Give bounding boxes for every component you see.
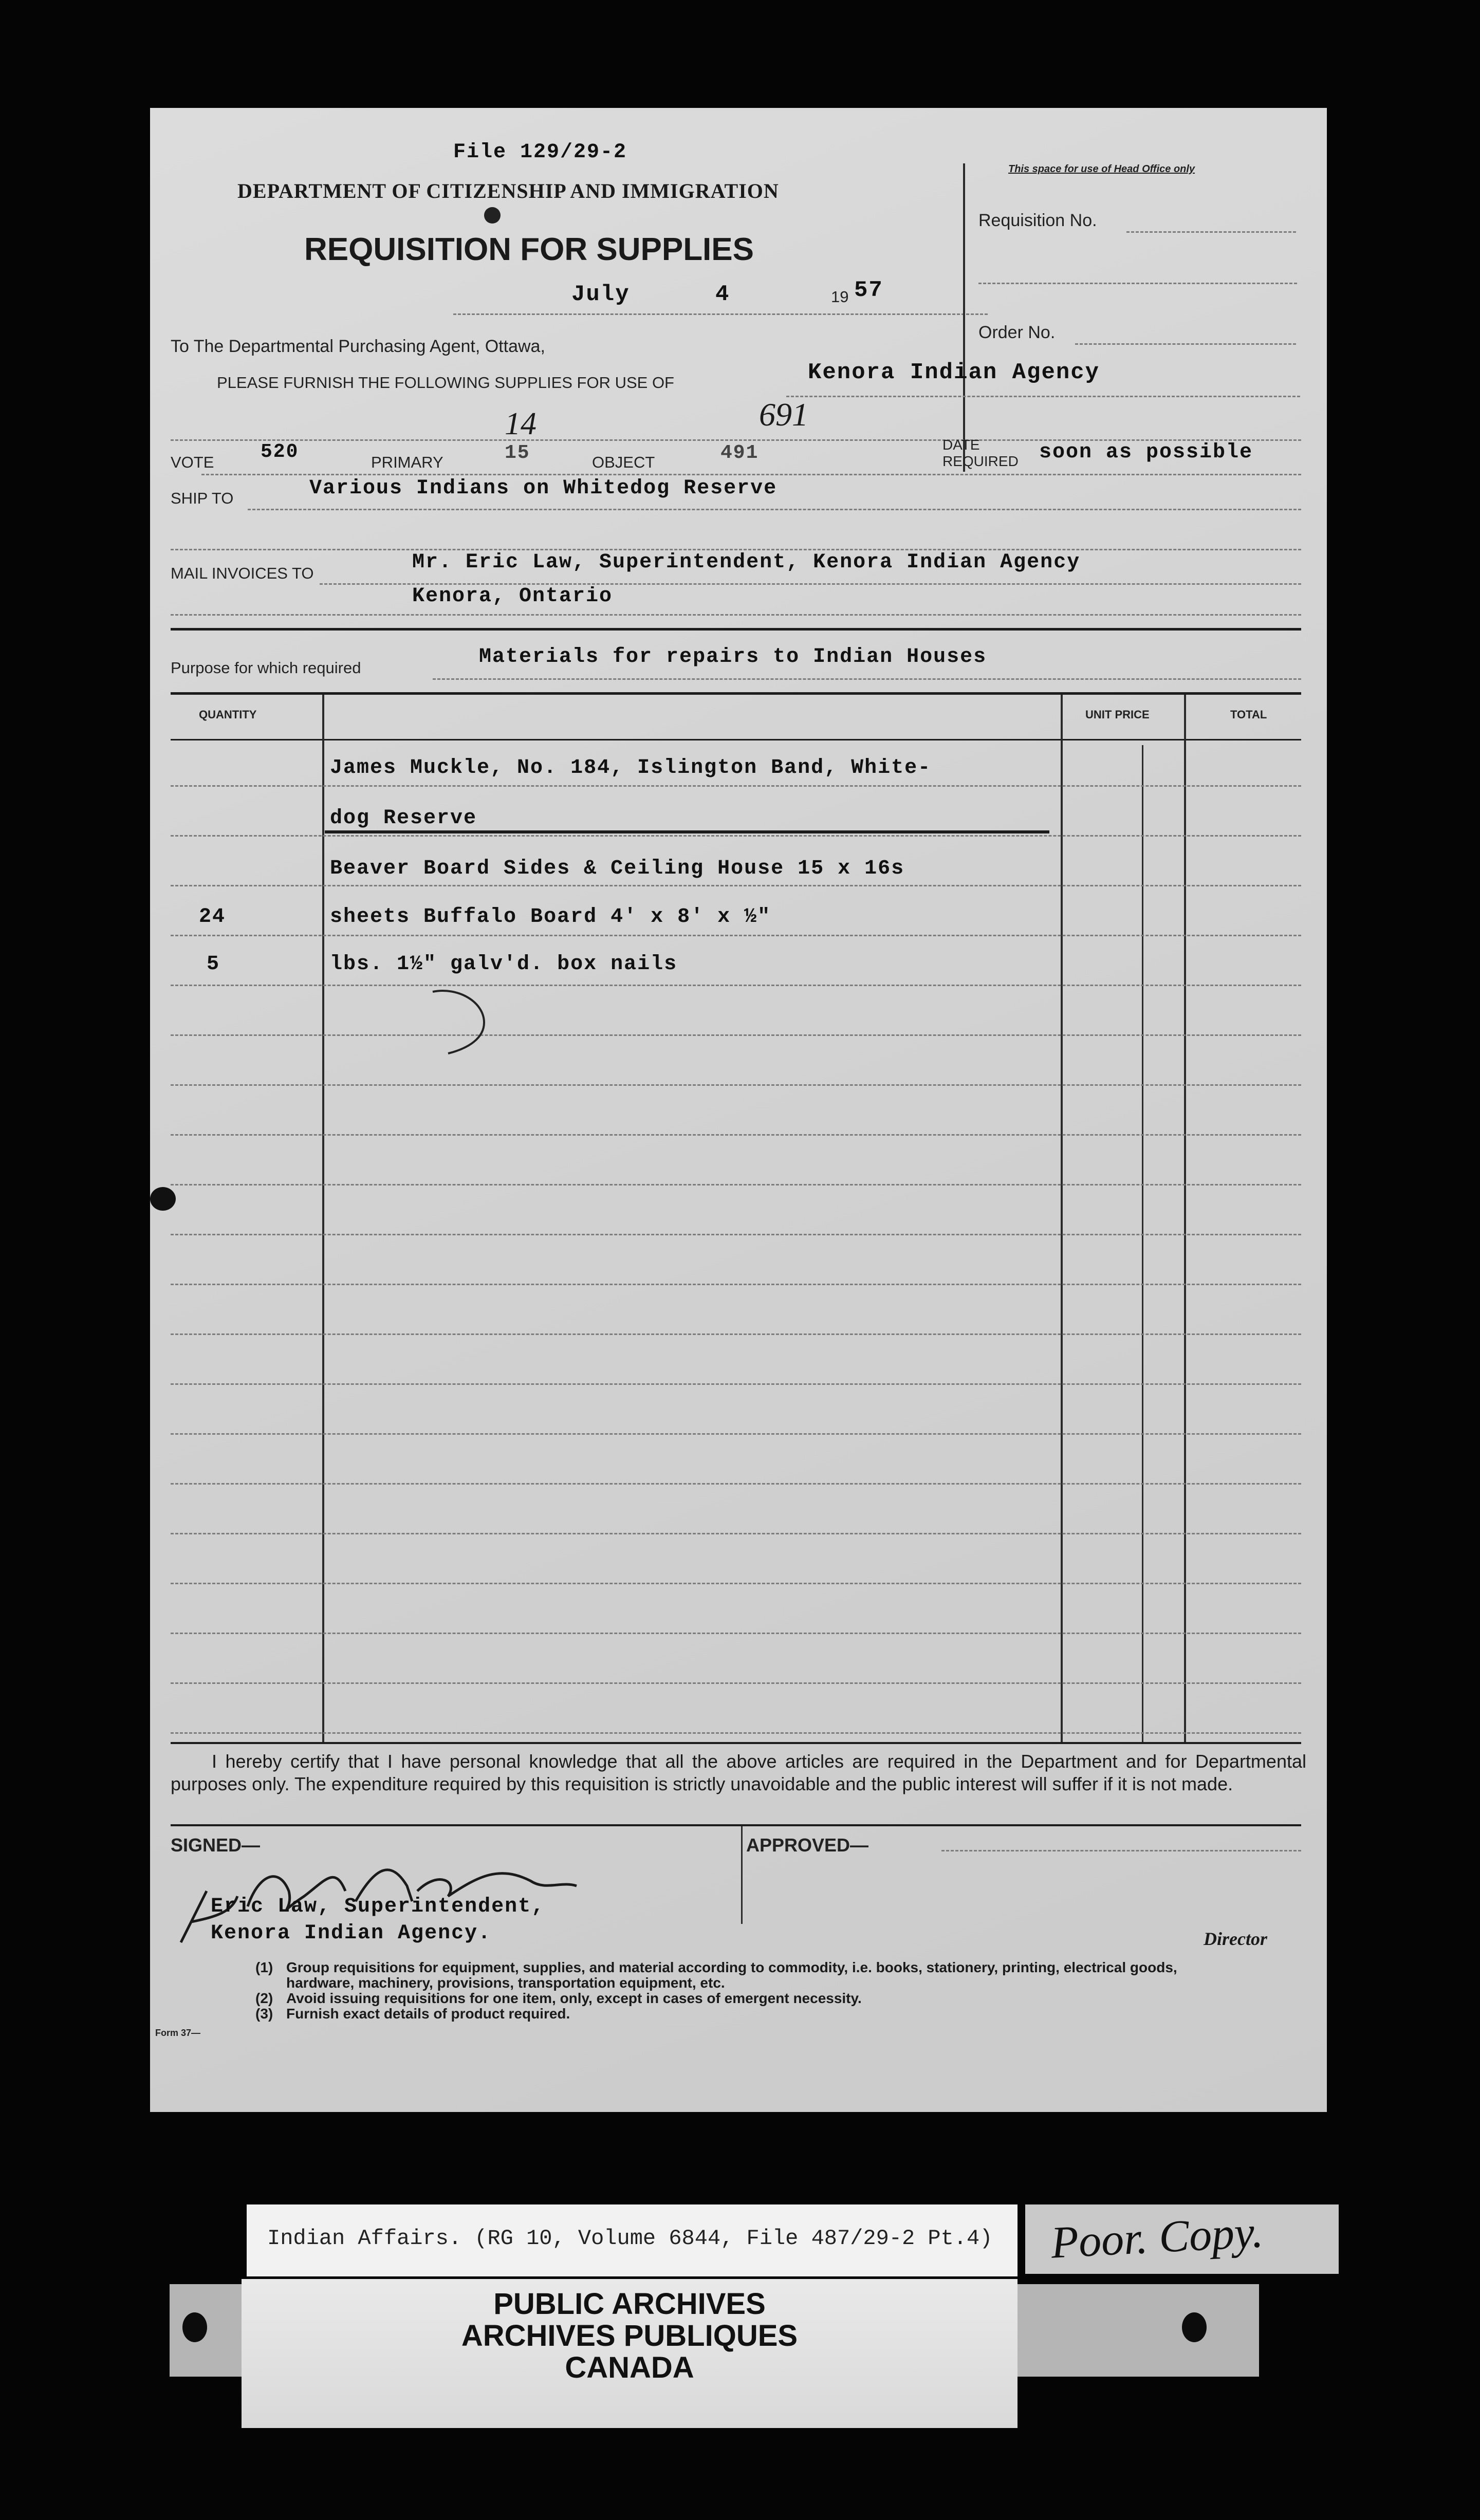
form-title: REQUISITION FOR SUPPLIES	[304, 232, 754, 267]
date-required-label-1: DATE	[942, 437, 980, 453]
object-label: OBJECT	[592, 453, 655, 471]
archive-reference: Indian Affairs. (RG 10, Volume 6844, File 487/29-2 Pt.4)	[267, 2226, 993, 2251]
quantity-column-divider	[322, 695, 324, 1743]
table-rule-line	[171, 935, 1301, 936]
note-1-text: Group requisitions for equipment, supplies, and material according to commodity, i.e. books, stationery, printing, electrical goods, hardware, machinery, provisions, transportation equipment, etc.	[286, 1959, 1177, 1991]
primary-label: PRIMARY	[371, 453, 443, 471]
table-rule-line	[171, 1333, 1301, 1335]
date-day: 4	[715, 282, 730, 307]
table-rule-line	[171, 1583, 1301, 1584]
note-2-text: Avoid issuing requisitions for one item, only, except in cases of emergent necessity.	[286, 1990, 862, 2006]
table-rule-line	[171, 1234, 1301, 1235]
mail-invoices-label: MAIL INVOICES TO	[171, 564, 314, 582]
date-required-label-2: REQUIRED	[942, 453, 1019, 469]
approved-label: APPROVED—	[746, 1835, 869, 1856]
stamp-line-2: ARCHIVES PUBLIQUES	[461, 2319, 798, 2352]
stamp-line-1: PUBLIC ARCHIVES	[493, 2287, 766, 2321]
table-rule-line	[171, 1633, 1301, 1634]
check-mark-icon	[428, 981, 510, 1059]
table-rule-line	[171, 1483, 1301, 1485]
note-1-number: (1)	[255, 1959, 273, 1975]
table-rule-line	[171, 1134, 1301, 1136]
unit-price-cents-divider	[1142, 745, 1143, 1742]
mail-line-2: Kenora, Ontario	[412, 585, 613, 608]
director-label: Director	[1204, 1929, 1267, 1949]
requisition-no-field[interactable]	[1126, 231, 1296, 233]
note-1	[255, 1960, 1242, 1991]
ship-to-value: Various Indians on Whitedog Reserve	[309, 477, 778, 500]
object-typed: 491	[720, 442, 759, 464]
signed-label: SIGNED—	[171, 1835, 261, 1856]
table-rule-line	[171, 1732, 1301, 1734]
poor-copy-note: Poor. Copy.	[1049, 2207, 1265, 2268]
head-office-border	[963, 163, 965, 472]
order-no-label: Order No.	[978, 323, 1056, 342]
stamp-line-3: CANADA	[565, 2351, 694, 2384]
row-5-description: lbs. 1½" galv'd. box nails	[330, 953, 678, 976]
object-handwritten: 691	[759, 396, 808, 433]
signer-line-2: Kenora Indian Agency.	[211, 1922, 492, 1945]
furnish-label: PLEASE FURNISH THE FOLLOWING SUPPLIES FOR USE OF	[217, 374, 674, 392]
punch-hole	[182, 2312, 207, 2342]
furnish-value: Kenora Indian Agency	[808, 360, 1100, 385]
row-1-description: James Muckle, No. 184, Islington Band, White-	[330, 756, 932, 780]
note-3-number: (3)	[255, 2006, 273, 2022]
ship-to-label: SHIP TO	[171, 489, 234, 507]
row-4-quantity: 24	[199, 905, 226, 929]
form-number: Form 37—	[155, 2028, 201, 2038]
purpose-label: Purpose for which required	[171, 659, 361, 677]
head-office-caption: This space for use of Head Office only	[1008, 163, 1195, 175]
requisition-no-label: Requisition No.	[978, 211, 1097, 230]
note-3	[255, 2006, 1242, 2022]
punch-hole	[1182, 2312, 1207, 2342]
col-total-header: TOTAL	[1230, 708, 1267, 721]
table-rule-line	[171, 1682, 1301, 1684]
total-column-divider	[1184, 695, 1186, 1743]
order-no-field[interactable]	[1075, 343, 1296, 345]
table-rule-line	[171, 1034, 1301, 1036]
unit-price-column-divider	[1061, 695, 1063, 1743]
date-month: July	[571, 282, 630, 307]
note-2-number: (2)	[255, 1990, 273, 2006]
vote-label: VOTE	[171, 453, 214, 471]
col-unit-price-header: UNIT PRICE	[1085, 708, 1150, 721]
row-4-description: sheets Buffalo Board 4' x 8' x ½"	[330, 905, 771, 929]
ink-blot	[150, 1187, 176, 1211]
date-year-prefix: 19	[831, 288, 849, 306]
department-name: DEPARTMENT OF CITIZENSHIP AND IMMIGRATION	[237, 179, 779, 202]
table-rule-line	[171, 885, 1301, 886]
table-rule-line	[171, 785, 1301, 787]
certification-text: I hereby certify that I have personal knowledge that all the above articles are required in the Department and for Departmental purposes only. The expenditure required by this requisition is strictly unavoidable and the public interest will suffer if it is not made.	[171, 1751, 1306, 1794]
table-rule-line	[171, 985, 1301, 986]
table-rule-line	[171, 835, 1301, 837]
vote-value: 520	[261, 441, 299, 463]
row-2-description: dog Reserve	[330, 807, 477, 830]
primary-typed: 15	[505, 442, 530, 464]
table-rule-line	[171, 1284, 1301, 1285]
requisition-form	[150, 108, 1327, 2112]
row-2-underline	[325, 830, 1049, 833]
poor-copy-card	[1025, 2204, 1339, 2274]
row-3-description: Beaver Board Sides & Ceiling House 15 x 16s	[330, 857, 905, 880]
table-rule-line	[171, 1184, 1301, 1185]
public-archives-stamp	[242, 2279, 1017, 2428]
ink-blot	[484, 207, 501, 224]
table-rule-line	[171, 1533, 1301, 1534]
date-required-value: soon as possible	[1039, 441, 1253, 464]
note-3-text: Furnish exact details of product required.	[286, 2006, 570, 2022]
table-rule-line	[171, 1084, 1301, 1086]
table-rule-line	[171, 1433, 1301, 1435]
mail-line-1: Mr. Eric Law, Superintendent, Kenora Indian Agency	[412, 551, 1081, 574]
date-year: 57	[854, 277, 883, 303]
purpose-value: Materials for repairs to Indian Houses	[479, 645, 987, 669]
col-quantity-header: QUANTITY	[199, 708, 257, 721]
to-line: To The Departmental Purchasing Agent, Ottawa,	[171, 337, 545, 356]
notes-list	[255, 1960, 1242, 2022]
file-reference: File 129/29-2	[453, 141, 627, 164]
note-2	[255, 1991, 1242, 2006]
primary-handwritten: 14	[505, 406, 536, 441]
table-rule-line	[171, 1383, 1301, 1385]
signer-line-1: Eric Law, Superintendent,	[211, 1895, 545, 1918]
archive-reference-card	[247, 2204, 1017, 2276]
row-5-quantity: 5	[207, 953, 220, 976]
